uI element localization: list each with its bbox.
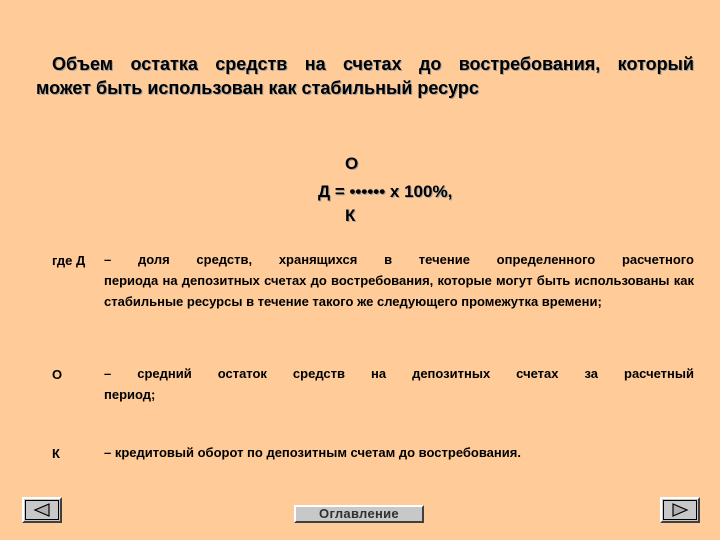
definition-text-o-line1: – средний остаток средств на депозитных счетах за расчетный <box>104 366 694 381</box>
definition-text-o <box>104 363 694 405</box>
formula-numerator: О <box>345 154 359 173</box>
definition-text-o-rest: период; <box>104 387 156 402</box>
formula-main: Д = •••••• х 100%, <box>318 182 453 201</box>
definition-text-d-rest: периода на депозитных счетах до востребования, которые могут быть использованы как стабильные ресурсы в течение такого же следующего промежутка времени; <box>104 273 694 309</box>
slide-title-line-2: может быть использован как стабильный ресурс <box>36 78 479 98</box>
previous-slide-button[interactable] <box>22 497 62 523</box>
definition-text-d <box>104 249 694 312</box>
next-slide-button[interactable] <box>660 497 700 523</box>
triangle-left-icon <box>33 503 51 517</box>
definition-key-d: где Д <box>52 253 86 268</box>
definition-text-k <box>104 442 694 463</box>
triangle-right-icon <box>671 503 689 517</box>
slide-title <box>36 52 694 100</box>
definition-key-o: О <box>52 367 63 382</box>
table-of-contents-button[interactable]: Оглавление <box>294 505 424 523</box>
definition-key-k: К <box>52 446 60 461</box>
definition-text-d-line1: – доля средств, хранящихся в течение определенного расчетного <box>104 252 694 267</box>
definition-text-k-line1: – кредитовый оборот по депозитным счетам до востребования. <box>104 445 521 460</box>
slide-title-line-1: Объем остатка средств на счетах до востребования, который <box>52 54 694 74</box>
formula-denominator: К <box>345 206 356 225</box>
